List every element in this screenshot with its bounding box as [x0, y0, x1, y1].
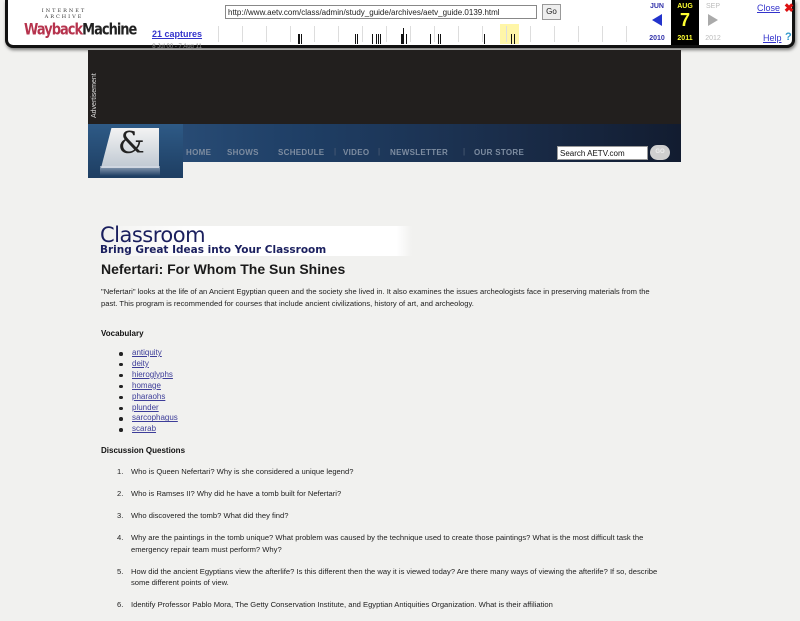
- captures-info: [138, 24, 216, 50]
- vocab-link-hieroglyphs[interactable]: hieroglyphs: [132, 369, 173, 379]
- nav-shows[interactable]: SHOWS: [227, 148, 259, 157]
- discussion-questions-list: [117, 466, 662, 621]
- nav-our-store[interactable]: OUR STORE: [474, 148, 525, 157]
- question-item: 5. How did the ancient Egyptians view the afterlife? Is this different then the way it is viewed today? Are there many ways of viewing the afterlife? If so, describe some different points of view.: [117, 566, 658, 587]
- close-icon[interactable]: ✖: [784, 1, 795, 15]
- vocab-link-sarcophagus[interactable]: sarcophagus: [132, 413, 178, 423]
- list-item: [119, 381, 178, 392]
- advertisement-label: Advertisement: [91, 73, 98, 118]
- next-arrow-icon: [708, 14, 718, 26]
- capture-sparkline[interactable]: [213, 22, 635, 46]
- vocab-link-antiquity[interactable]: antiquity: [132, 348, 162, 357]
- nav-newsletter[interactable]: NEWSLETTER: [390, 148, 449, 157]
- nav-home[interactable]: HOME: [186, 148, 212, 157]
- wayback-logo[interactable]: [24, 8, 137, 40]
- question-item: 4. Why are the paintings in the tomb unique? What problem was caused by the technique used to create those paintings? What is the most difficult task the emergency repair team must perform? Why?: [117, 533, 644, 554]
- help-icon[interactable]: ?: [785, 31, 792, 43]
- go-button[interactable]: Go: [542, 4, 561, 20]
- list-item: [119, 348, 178, 359]
- ae-logo-ampersand: &: [118, 126, 145, 161]
- discussion-questions-heading: Discussion Questions: [101, 446, 186, 455]
- captures-link[interactable]: 21 captures: [151, 29, 203, 39]
- vocab-link-scarab[interactable]: scarab: [132, 424, 157, 434]
- list-item: [119, 370, 178, 381]
- month-navigator: [635, 0, 725, 45]
- nav-separator: |: [463, 147, 466, 156]
- list-item: [119, 392, 178, 403]
- nav-video[interactable]: VIDEO: [343, 148, 370, 157]
- current-capture: AUG 7 2011: [671, 0, 699, 45]
- wayback-toolbar: [5, 0, 795, 48]
- page-title: Nefertari: For Whom The Sun Shines: [101, 261, 346, 277]
- internet-archive-text: INTERNET ARCHIVE: [41, 8, 87, 20]
- vocabulary-heading: Vocabulary: [101, 329, 144, 338]
- site-search-go-button[interactable]: GO: [650, 145, 670, 160]
- intro-paragraph: "Nefertari" looks at the life of an Ancient Egyptian queen and the society she lived in. It also examines the issues archeologists face in preserving materials from the past. This program is recommended for courses that include ancient civilizations, history of art, and archeology.: [101, 287, 650, 308]
- nav-separator: |: [334, 147, 337, 156]
- question-item: 3. Who discovered the tomb? What did they find?: [117, 511, 289, 520]
- nav-separator: |: [378, 147, 381, 156]
- nav-schedule[interactable]: SCHEDULE: [278, 148, 325, 157]
- list-item: [119, 424, 178, 435]
- close-link[interactable]: Close: [757, 3, 781, 13]
- wayback-machine-wordmark: WaybackMachine: [24, 20, 137, 40]
- captures-range: 8 Jul 00 - 7 Aug 11: [152, 44, 202, 50]
- list-item: [119, 359, 178, 370]
- url-input[interactable]: [225, 5, 537, 19]
- vocab-link-deity[interactable]: deity: [132, 358, 149, 368]
- advertisement-banner[interactable]: [88, 50, 681, 125]
- vocab-link-homage[interactable]: homage: [132, 380, 161, 390]
- section-tagline: Bring Great Ideas into Your Classroom: [100, 244, 327, 256]
- vocab-link-plunder[interactable]: plunder: [132, 402, 159, 412]
- help-link[interactable]: Help: [763, 33, 782, 43]
- list-item: [119, 403, 178, 414]
- next-capture: SEP 2012: [705, 3, 721, 42]
- question-item: 6. Identify Professor Pablo Mora, The Getty Conservation Institute, and Egyptian Antiquities Organization. What is their affiliation: [117, 600, 553, 609]
- list-item: [119, 413, 178, 424]
- ae-logo-reflection: [100, 166, 160, 176]
- question-item: 2. Who is Ramses II? Why did he have a tomb built for Nefertari?: [117, 489, 342, 498]
- section-title: Classroom: [100, 223, 206, 247]
- vocabulary-list: [119, 348, 178, 435]
- vocab-link-pharaohs[interactable]: pharaohs: [132, 391, 166, 401]
- current-year-highlight: [500, 24, 519, 44]
- site-search-input[interactable]: [557, 146, 648, 160]
- question-item: 1. Who is Queen Nefertari? Why is she considered a unique legend?: [117, 467, 354, 476]
- prev-arrow-icon[interactable]: [652, 14, 662, 26]
- prev-capture[interactable]: JUN 2010: [649, 3, 665, 42]
